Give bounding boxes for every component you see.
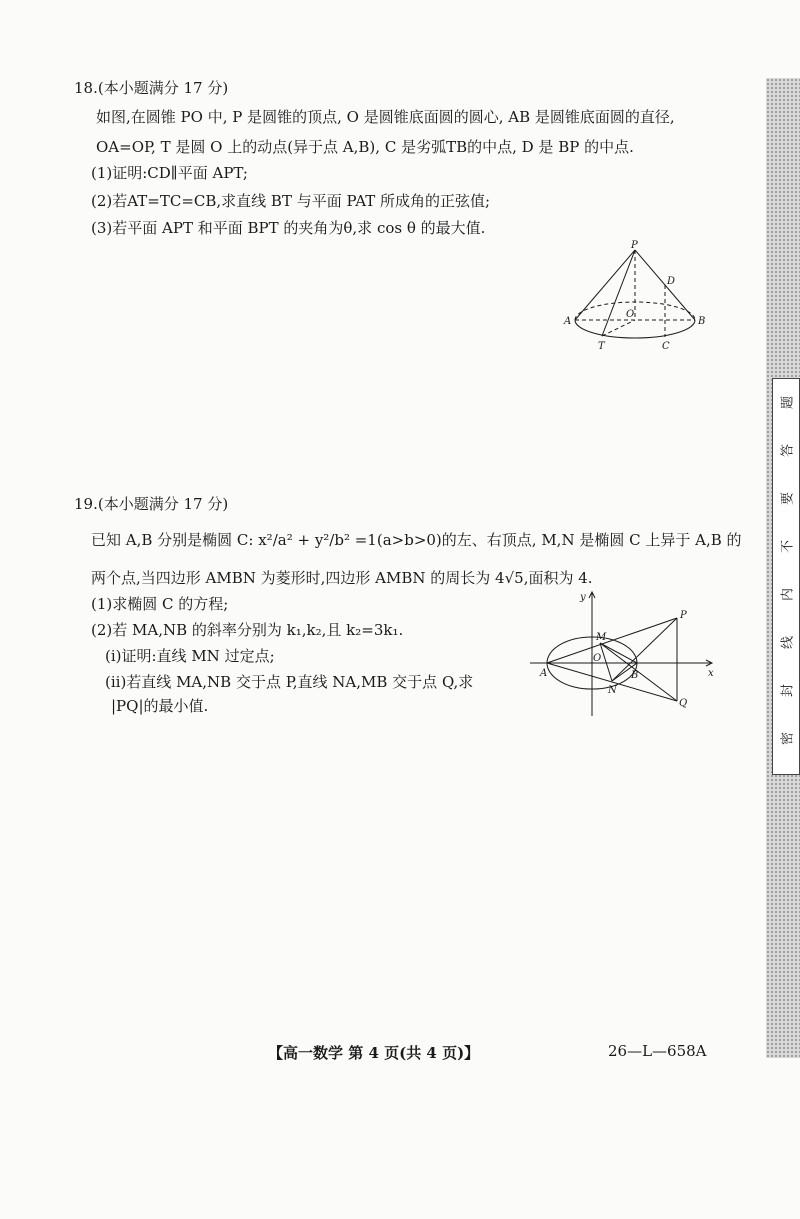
ellipse-label-m: M [596, 632, 607, 643]
sealing-char: 要 [780, 492, 796, 506]
ellipse-label-b: B [631, 670, 639, 681]
q19-part-2: (2)若 MA,NB 的斜率分别为 k₁,k₂,且 k₂=3k₁. [91, 621, 404, 639]
q19-line-1: 已知 A,B 分别是椭圆 C: x²/a² + y²/b² =1(a>b>0)的左、右顶点, M,N 是椭圆 C 上异于 A,B 的 [91, 531, 742, 549]
q18-line-1: 如图,在圆锥 PO 中, P 是圆锥的顶点, O 是圆锥底面圆的圆心, AB 是圆锥底面圆的直径, [96, 108, 675, 126]
ellipse-label-p: P [680, 610, 687, 621]
paper-code: 26—L—658A [608, 1042, 707, 1060]
ellipse-label-o: O [593, 653, 602, 664]
q18-line-2: OA=OP, T 是圆 O 上的动点(异于点 A,B), C 是劣弧TB的中点, D 是 BP 的中点. [96, 138, 634, 156]
q19-line-2: 两个点,当四边形 AMBN 为菱形时,四边形 AMBN 的周长为 4√5,面积为 4. [91, 569, 593, 587]
q19-part-1: (1)求椭圆 C 的方程; [91, 595, 229, 613]
sealing-char: 密 [780, 732, 796, 746]
cone-label-d: D [667, 276, 676, 287]
sealing-char: 封 [780, 684, 796, 698]
sealing-char: 题 [780, 396, 796, 410]
sealing-char: 答 [780, 444, 796, 458]
ellipse-label-a: A [540, 668, 548, 679]
ellipse-label-n: N [608, 685, 617, 696]
sealing-char: 线 [780, 636, 796, 650]
q18-part-3: (3)若平面 APT 和平面 BPT 的夹角为θ,求 cos θ 的最大值. [91, 219, 486, 237]
q18-part-1: (1)证明:CD∥平面 APT; [91, 164, 248, 182]
q18-part-2: (2)若AT=TC=CB,求直线 BT 与平面 PAT 所成角的正弦值; [91, 192, 491, 210]
sealing-notice-box [772, 378, 800, 775]
ellipse-label-q: Q [679, 698, 688, 709]
cone-figure [560, 240, 710, 355]
sealing-char: 不 [780, 540, 796, 554]
cone-label-a: A [564, 316, 572, 327]
page-footer-title: 【高一数学 第 4 页(共 4 页)】 [268, 1044, 480, 1062]
ellipse-label-x: x [708, 668, 714, 679]
cone-label-c: C [662, 341, 670, 352]
ellipse-figure [530, 588, 720, 718]
q18-header: 18.(本小题满分 17 分) [74, 79, 229, 97]
q19-part-2ii: (ⅱ)若直线 MA,NB 交于点 P,直线 NA,MB 交于点 Q,求 [105, 673, 474, 691]
sealing-char: 内 [780, 588, 796, 602]
q19-part-2i: (ⅰ)证明:直线 MN 过定点; [105, 647, 275, 665]
cone-label-o: O [626, 309, 635, 320]
q19-part-2ii-cont: |PQ|的最小值. [111, 697, 209, 715]
ellipse-label-y: y [580, 592, 586, 603]
cone-label-b: B [698, 316, 706, 327]
q19-header: 19.(本小题满分 17 分) [74, 495, 229, 513]
cone-label-p: P [631, 240, 638, 251]
cone-label-t: T [598, 341, 605, 352]
